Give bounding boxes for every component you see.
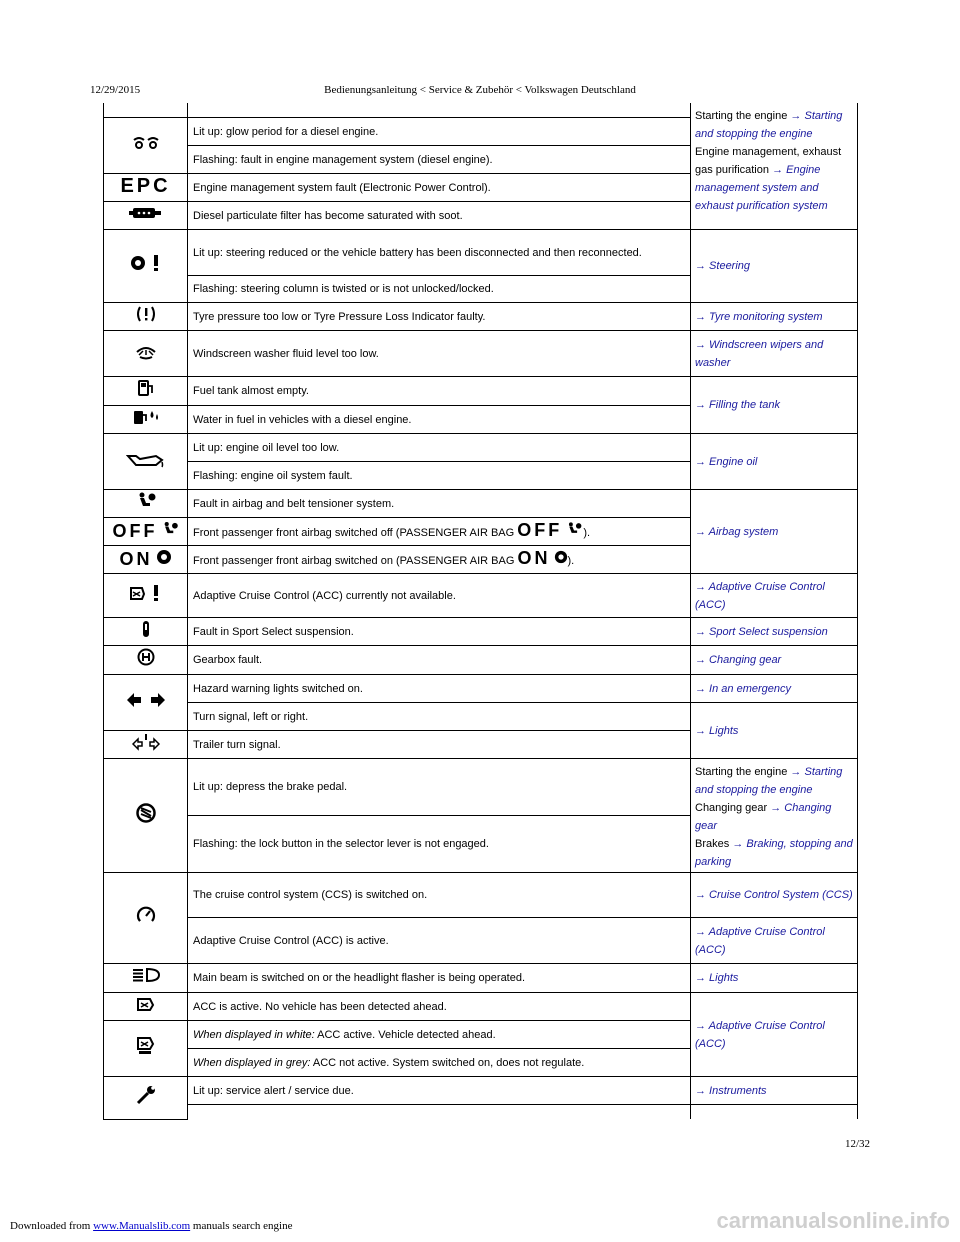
link-instruments[interactable]: → Instruments — [695, 1084, 767, 1097]
page-number: 12/32 — [844, 1138, 870, 1150]
table-row: Fault in Sport Select suspension. → Sport Select suspension — [104, 618, 858, 646]
link-changing-gear[interactable]: → Changing gear — [695, 654, 782, 666]
diesel-particulate-filter-icon — [104, 202, 188, 230]
table-row: The cruise control system (CCS) is switched on. → Cruise Control System (CCS) — [104, 873, 858, 918]
link-sport-select[interactable]: → Sport Select suspension — [695, 625, 828, 638]
link-changing-gear-2[interactable]: → Changing gear — [695, 802, 832, 832]
link-filling-tank[interactable]: → Filling the tank — [695, 399, 780, 411]
link-acc-2[interactable]: → Adaptive Cruise Control (ACC) — [695, 925, 825, 956]
link-engine-management[interactable]: → Engine management system and exhaust purification system — [695, 164, 828, 212]
table-row: Lit up: engine oil level too low. → Engine oil — [104, 434, 858, 462]
table-row: Fuel tank almost empty. → Filling the tank — [104, 377, 858, 406]
table-row: Lit up: depress the brake pedal. Starting the engine → Starting and stopping the engine Changing gear → Changing gear Brakes → Braking, stopping and parking — [104, 759, 858, 816]
trailer-turn-icon — [104, 731, 188, 759]
link-braking[interactable]: → Braking, stopping and parking — [695, 838, 853, 868]
link-tyre-monitoring[interactable]: → Tyre monitoring system — [695, 310, 823, 323]
link-engine-oil[interactable]: → Engine oil — [695, 455, 758, 468]
wrench-icon — [104, 1077, 188, 1120]
table-row: Trailer turn signal. — [104, 731, 858, 759]
table-row: Lit up: service alert / service due. → Instruments — [104, 1077, 858, 1105]
brake-pedal-icon — [104, 759, 188, 873]
table-row: Lit up: steering reduced or the vehicle battery has been disconnected and then reconnected. → Steering — [104, 230, 858, 276]
table-row: OFF Front passenger front airbag switched off (PASSENGER AIR BAG OFF ). — [104, 518, 858, 546]
manualslib-link[interactable]: www.Manualslib.com — [93, 1220, 191, 1232]
table-row: When displayed in grey: ACC not active. System switched on, does not regulate. — [104, 1049, 858, 1077]
ref-cell: Starting the engine → Starting and stopping the engine Engine management, exhaust gas purification → Engine management system and exhaust purification system — [691, 103, 858, 230]
table-row: Gearbox fault. → Changing gear — [104, 646, 858, 675]
table-row: ACC is active. No vehicle has been detected ahead. → Adaptive Cruise Control (ACC) — [104, 993, 858, 1021]
table-row: Flashing: engine oil system fault. — [104, 462, 858, 490]
gearbox-icon — [104, 646, 188, 675]
table-row: Lit up: glow period for a diesel engine. — [104, 118, 858, 146]
sport-select-icon — [104, 618, 188, 646]
epc-icon: EPC — [104, 174, 188, 202]
main-beam-icon — [104, 964, 188, 993]
link-windscreen-wipers[interactable]: → Windscreen wipers and washer — [695, 338, 824, 369]
link-steering[interactable]: → Steering — [695, 260, 751, 272]
link-acc-3[interactable]: → Adaptive Cruise Control (ACC) — [695, 1019, 825, 1050]
print-date: 12/29/2015 — [90, 84, 141, 96]
acc-car-icon — [104, 993, 188, 1021]
table-row: When displayed in white: ACC active. Vehicle detected ahead. — [104, 1021, 858, 1049]
table-row: Diesel particulate filter has become saturated with soot. — [104, 202, 858, 230]
link-cruise-control[interactable]: → Cruise Control System (CCS) — [695, 889, 853, 901]
download-footer: Downloaded from www.Manualslib.com manuals search engine — [10, 1220, 293, 1232]
link-starting-engine[interactable]: → Starting and stopping the engine — [695, 110, 843, 140]
watermark: carmanualsonline.info — [716, 1208, 950, 1233]
link-emergency[interactable]: → In an emergency — [695, 682, 791, 695]
airbag-on-icon: ON — [104, 546, 188, 574]
table-row: Flashing: steering column is twisted or is not unlocked/locked. — [104, 276, 858, 303]
cruise-control-icon — [104, 873, 188, 964]
link-starting-engine-2[interactable]: → Starting and stopping the engine — [695, 766, 843, 796]
link-lights[interactable]: → Lights — [695, 724, 739, 737]
table-row — [104, 1105, 858, 1120]
print-title: Bedienungsanleitung < Service & Zubehör < Volkswagen Deutschland — [324, 84, 636, 96]
table-row — [104, 103, 858, 118]
airbag-off-icon: OFF — [104, 518, 188, 546]
table-row: Fault in airbag and belt tensioner system. → Airbag system — [104, 490, 858, 518]
link-airbag-system[interactable]: → Airbag system — [695, 525, 779, 538]
airbag-icon — [104, 490, 188, 518]
warning-lights-table — [103, 103, 857, 1120]
table-row: Flashing: the lock button in the selector lever is not engaged. — [104, 816, 858, 873]
table-row: EPC Engine management system fault (Electronic Power Control). — [104, 174, 858, 202]
table-row: Turn signal, left or right. → Lights — [104, 703, 858, 731]
tyre-pressure-icon — [104, 303, 188, 331]
fuel-tank-icon — [104, 377, 188, 406]
table-row: Windscreen washer fluid level too low. → Windscreen wipers and washer — [104, 331, 858, 377]
table-row: Adaptive Cruise Control (ACC) is active. → Adaptive Cruise Control (ACC) — [104, 918, 858, 964]
steering-warning-icon — [104, 230, 188, 303]
link-acc[interactable]: → Adaptive Cruise Control (ACC) — [695, 580, 825, 611]
table-row: ON Front passenger front airbag switched on (PASSENGER AIR BAG ON ). — [104, 546, 858, 574]
table-row: Hazard warning lights switched on. → In an emergency — [104, 675, 858, 703]
table-row: Flashing: fault in engine management system (diesel engine). — [104, 146, 858, 174]
table-row: Tyre pressure too low or Tyre Pressure Loss Indicator faulty. → Tyre monitoring system — [104, 303, 858, 331]
hazard-arrows-icon — [104, 675, 188, 731]
water-in-fuel-icon — [104, 406, 188, 434]
washer-fluid-icon — [104, 331, 188, 377]
acc-warning-icon — [104, 574, 188, 618]
glow-plug-icon — [104, 118, 188, 174]
acc-car-detected-icon — [104, 1021, 188, 1077]
table-row: Adaptive Cruise Control (ACC) currently not available. → Adaptive Cruise Control (ACC) — [104, 574, 858, 618]
oil-can-icon — [104, 434, 188, 490]
table-row: Water in fuel in vehicles with a diesel engine. — [104, 406, 858, 434]
link-lights-2[interactable]: → Lights — [695, 972, 739, 984]
table-row: Main beam is switched on or the headlight flasher is being operated. → Lights — [104, 964, 858, 993]
